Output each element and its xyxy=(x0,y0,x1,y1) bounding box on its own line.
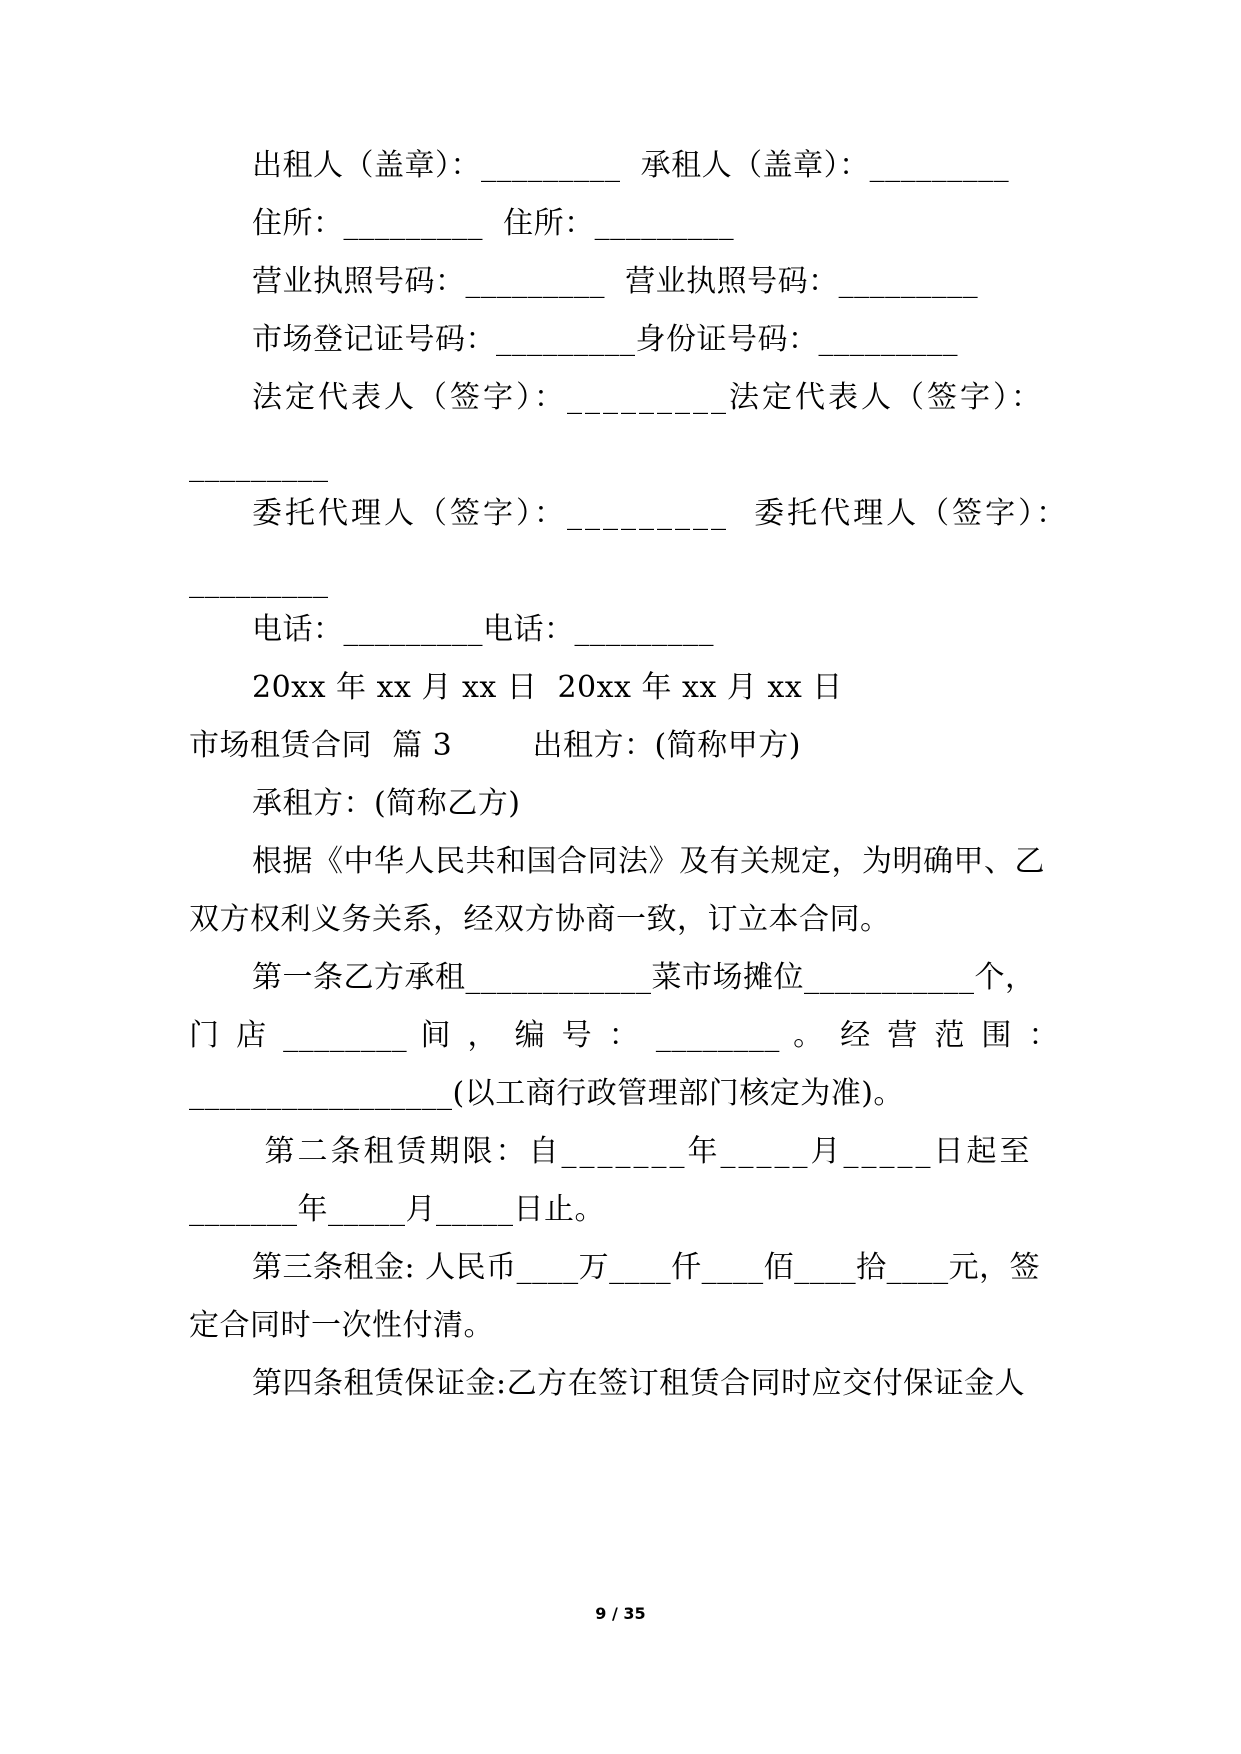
phone-line: 电话：_________电话：_________ xyxy=(252,612,714,647)
legal-representative-line: 法定代表人（签字）：_________法定代表人（签字）： xyxy=(252,380,1044,415)
business-license-line: 营业执照号码：_________ 营业执照号码：_________ xyxy=(252,264,979,299)
article-3-line-2: 定合同时一次性付清。 xyxy=(189,1308,494,1343)
article-4-line-1: 第四条租赁保证金:乙方在签订租赁合同时应交付保证金人 xyxy=(252,1366,1026,1401)
article-3-line-1: 第三条租金: 人民币____万____仟____佰____拾____元，签 xyxy=(252,1250,1041,1285)
agent-line: 委托代理人（签字）：_________ 委托代理人（签字）： xyxy=(252,496,1070,531)
article-2-line-2: _______年_____月_____日止。 xyxy=(189,1192,605,1227)
legal-representative-blank: _________ xyxy=(189,448,329,483)
lessor-seal-line: 出租人（盖章）：_________ 承租人（盖章）：_________ xyxy=(252,148,1010,183)
page-number: 9 / 35 xyxy=(595,1604,646,1623)
article-2-line-1: 第二条租赁期限：自_______年_____月_____日起至 xyxy=(252,1134,1033,1169)
article-1-line-2: 门 店 ________ 间 ， 编 号 ： ________ 。 经 营 范 围 ： xyxy=(189,1018,1059,1053)
lessee-line: 承租方：(简称乙方) xyxy=(252,786,521,821)
address-line: 住所：_________ 住所：_________ xyxy=(252,206,735,241)
date-line: 20xx 年 xx 月 xx 日 20xx 年 xx 月 xx 日 xyxy=(252,670,843,705)
contract-heading: 市场租赁合同 篇 3 出租方：(简称甲方) xyxy=(189,728,801,763)
preamble-line-1: 根据《中华人民共和国合同法》及有关规定，为明确甲、乙 xyxy=(252,844,1045,879)
market-registration-line: 市场登记证号码：_________身份证号码：_________ xyxy=(252,322,958,357)
article-1-line-1: 第一条乙方承租____________菜市场摊位___________个， xyxy=(252,960,1036,995)
agent-blank: _________ xyxy=(189,564,329,599)
article-1-line-3: _________________(以工商行政管理部门核定为准)。 xyxy=(189,1076,904,1111)
preamble-line-2: 双方权利义务关系，经双方协商一致，订立本合同。 xyxy=(189,902,891,937)
